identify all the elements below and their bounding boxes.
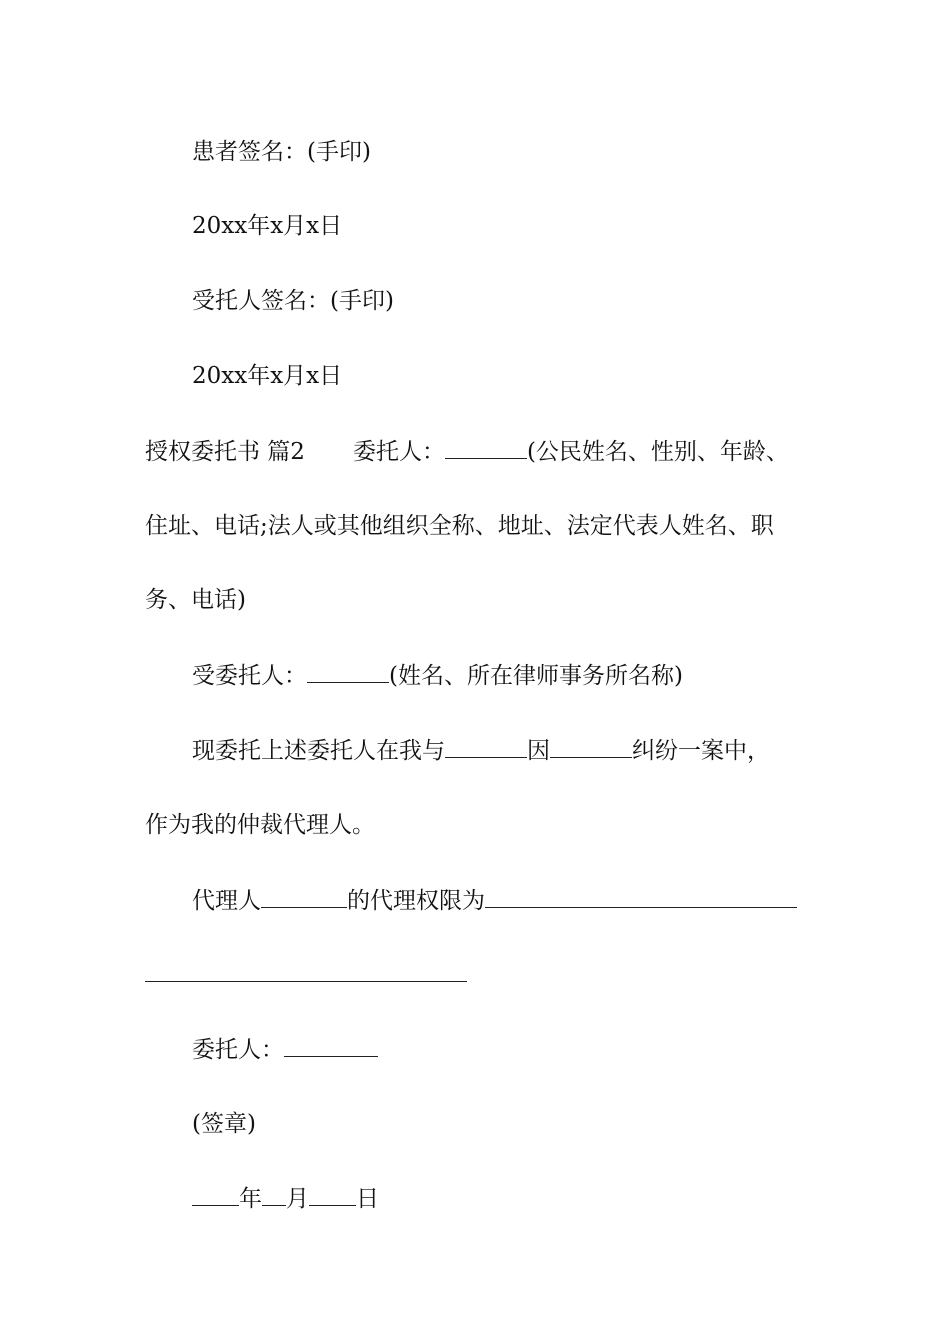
entrust-text-c: 纠纷一案中，	[632, 738, 770, 764]
client-label: 委托人：	[352, 439, 445, 465]
trustee-name-blank	[307, 660, 389, 683]
month-label: 月	[286, 1186, 309, 1212]
agent-authority-line	[192, 885, 797, 916]
date-line-1: 20xx年x月x日	[192, 213, 343, 239]
section-title: 授权委托书 篇2	[145, 439, 305, 465]
opponent-blank	[445, 735, 527, 758]
section-heading-line	[145, 436, 789, 467]
agent-text-b: 的代理权限为	[347, 888, 485, 914]
client-hint: (公民姓名、性别、年龄、	[526, 439, 789, 465]
entrust-line	[192, 735, 770, 766]
trustee-line	[192, 660, 683, 691]
date-line-2: 20xx年x月x日	[192, 363, 343, 389]
year-blank	[192, 1183, 239, 1206]
day-blank	[309, 1183, 356, 1206]
trustee-label: 受委托人：	[192, 663, 307, 689]
client-hint-end: 务、电话)	[145, 587, 246, 613]
entrust-line-continued: 作为我的仲裁代理人。	[145, 812, 375, 838]
principal-signature-line	[192, 1034, 378, 1065]
entrust-text-a: 现委托上述委托人在我与	[192, 738, 445, 764]
client-hint-continued: 住址、电话;法人或其他组织全称、地址、法定代表人姓名、职	[145, 513, 774, 539]
year-label: 年	[239, 1186, 262, 1212]
day-label: 日	[356, 1186, 379, 1212]
client-name-blank	[445, 436, 527, 459]
patient-signature-line: 患者签名：(手印)	[192, 139, 371, 165]
agent-text-a: 代理人	[192, 888, 261, 914]
month-blank	[262, 1183, 286, 1206]
entrust-text-b: 因	[527, 738, 550, 764]
principal-label: 委托人：	[192, 1037, 284, 1063]
authority-continuation-rule	[145, 981, 467, 982]
authority-blank	[485, 885, 797, 908]
seal-line: (签章)	[192, 1111, 256, 1137]
agent-name-blank	[261, 885, 347, 908]
trustee-signature-line: 受托人签名：(手印)	[192, 288, 394, 314]
principal-signature-blank	[284, 1034, 378, 1057]
dispute-blank	[550, 735, 632, 758]
sign-date-line	[192, 1183, 379, 1214]
trustee-hint: (姓名、所在律师事务所名称)	[389, 663, 683, 689]
